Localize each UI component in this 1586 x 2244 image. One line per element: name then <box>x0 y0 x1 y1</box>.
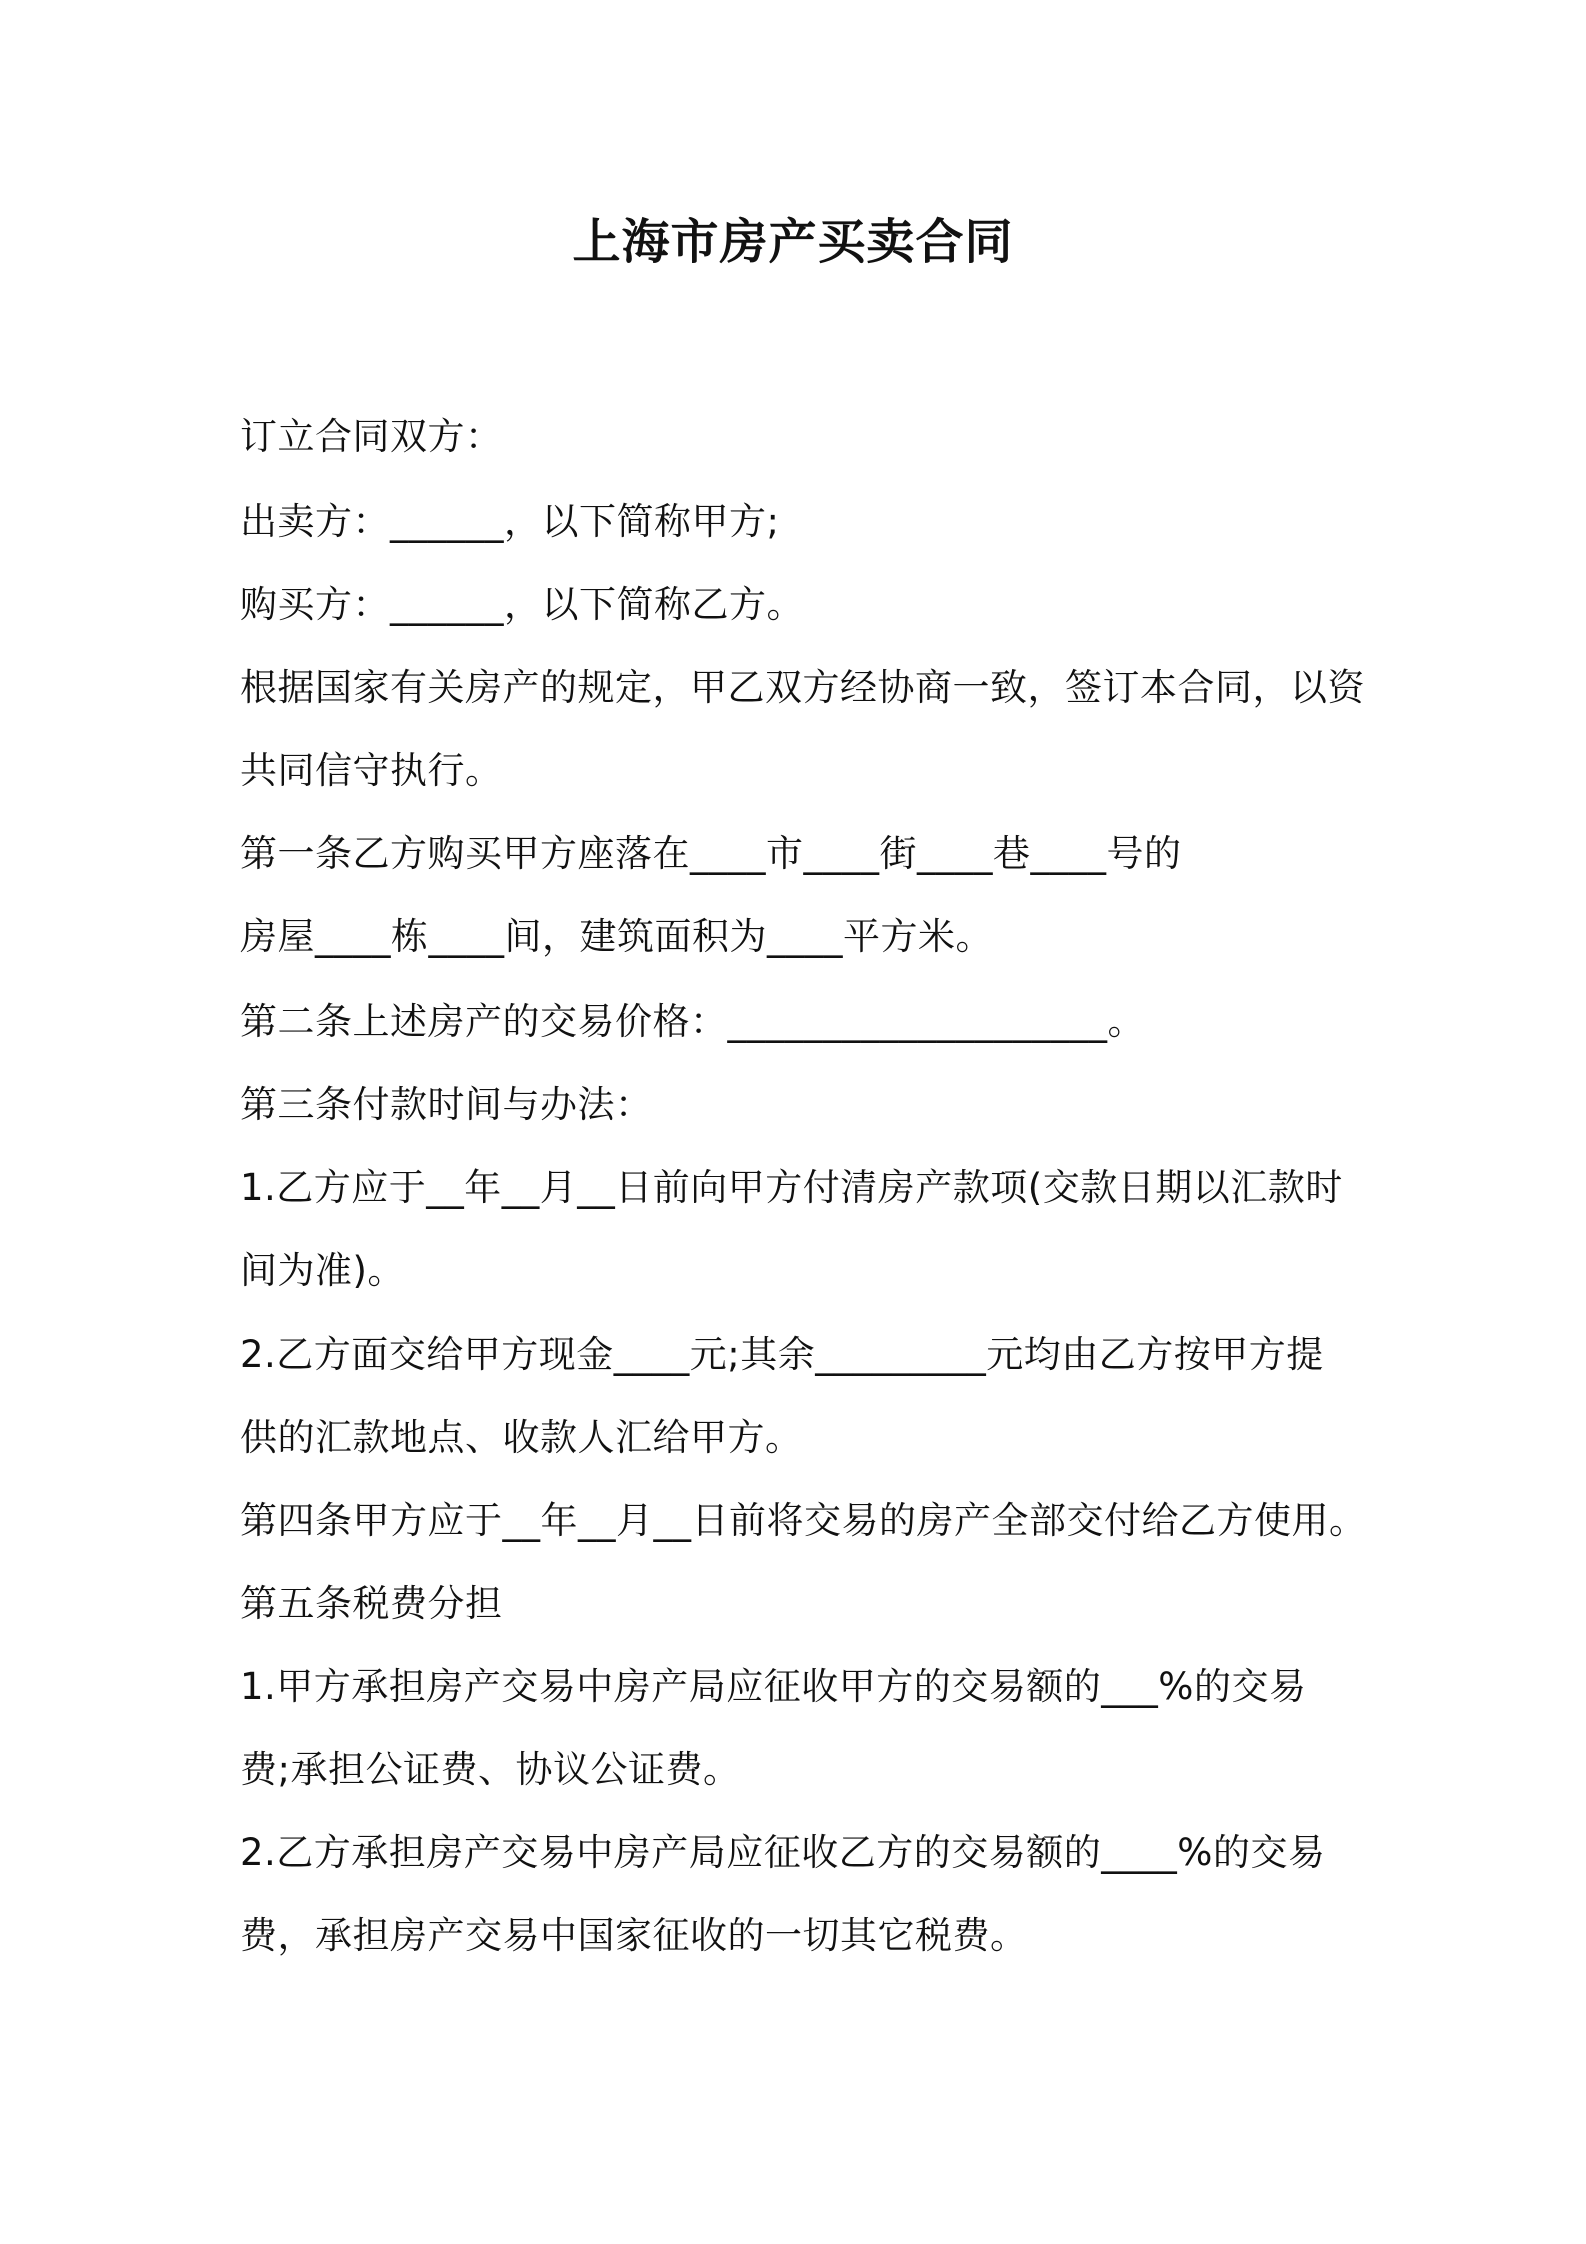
article-3-item-1-line-2: 间为准)。 <box>240 1249 405 1292</box>
article-1-line-2: 房屋____栋____间，建筑面积为____平方米。 <box>240 915 993 958</box>
article-5-item-2-line-2: 费，承担房产交易中国家征收的一切其它税费。 <box>240 1914 1028 1957</box>
article-3-item-2-line-2: 供的汇款地点、收款人汇给甲方。 <box>240 1416 803 1459</box>
article-5-item-1-line-1: 1.甲方承担房产交易中房产局应征收甲方的交易额的___%的交易 <box>240 1665 1307 1708</box>
article-3-item-1-line-1: 1.乙方应于__年__月__日前向甲方付清房产款项(交款日期以汇款时 <box>240 1166 1343 1209</box>
article-3-item-2-line-1: 2.乙方面交给甲方现金____元;其余_________元均由乙方按甲方提 <box>240 1333 1324 1376</box>
article-5-heading: 第五条税费分担 <box>240 1582 503 1625</box>
preamble-line-1: 根据国家有关房产的规定，甲乙双方经协商一致，签订本合同，以资 <box>240 666 1365 709</box>
contract-parties-heading: 订立合同双方： <box>240 415 503 458</box>
preamble-line-2: 共同信守执行。 <box>240 749 503 792</box>
seller-line: 出卖方：______，以下简称甲方; <box>240 500 780 543</box>
article-3-heading: 第三条付款时间与办法： <box>240 1083 653 1126</box>
article-5-item-1-line-2: 费;承担公证费、协议公证费。 <box>240 1748 741 1791</box>
document-title: 上海市房产买卖合同 <box>572 214 1014 270</box>
article-1-line-1: 第一条乙方购买甲方座落在____市____街____巷____号的 <box>240 832 1182 875</box>
buyer-line: 购买方：______，以下简称乙方。 <box>240 583 804 626</box>
article-5-item-2-line-1: 2.乙方承担房产交易中房产局应征收乙方的交易额的____%的交易 <box>240 1831 1326 1874</box>
article-2-line: 第二条上述房产的交易价格：____________________。 <box>240 1000 1145 1043</box>
article-4-line: 第四条甲方应于__年__月__日前将交易的房产全部交付给乙方使用。 <box>240 1499 1367 1542</box>
